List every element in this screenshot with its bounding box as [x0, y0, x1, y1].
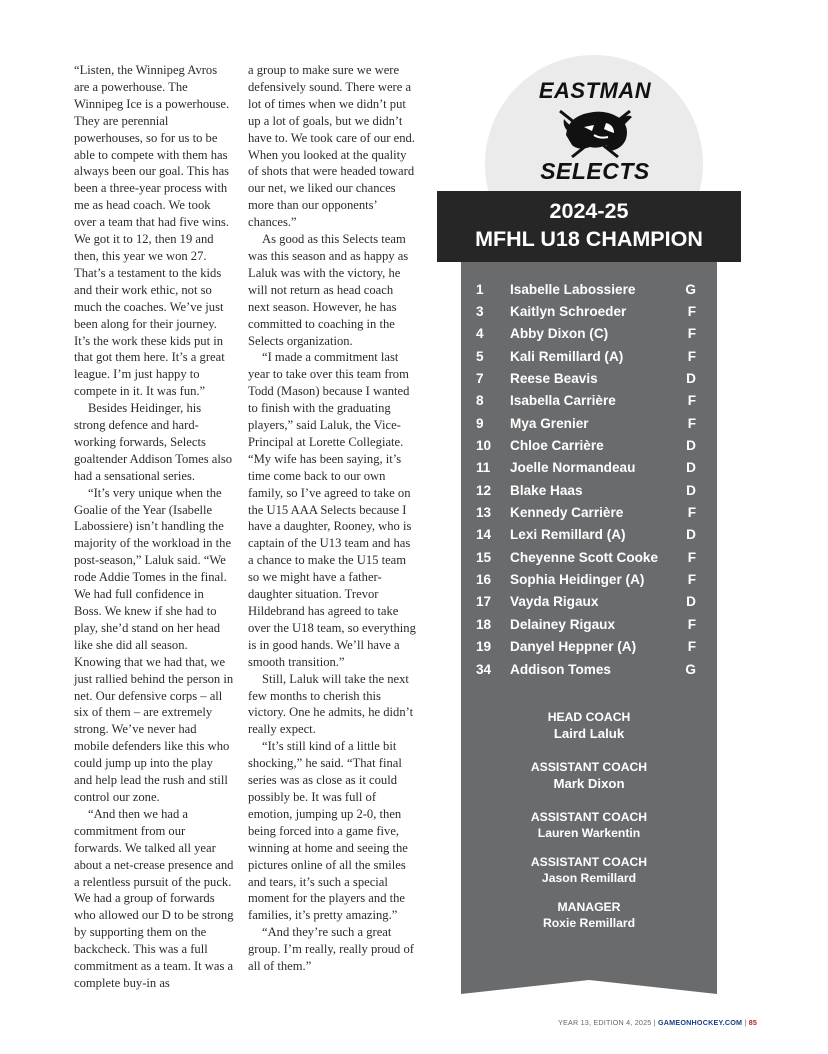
staff-assistant-coach-2: [466, 809, 712, 841]
player-position: F: [687, 505, 696, 521]
player-position: D: [686, 527, 696, 543]
roster-row: [476, 546, 696, 568]
roster-row: [476, 658, 696, 680]
roster-row: [476, 591, 696, 613]
player-number: 13: [476, 505, 492, 521]
player-name: Kali Remillard (A): [510, 348, 624, 364]
player-name: Joelle Normandeau: [510, 460, 636, 476]
player-number: 16: [476, 572, 492, 588]
paragraph: Still, Laluk will take the next few months to cherish this victory. One he admits, he didn’t really expect.: [248, 671, 414, 737]
player-name: Reese Beavis: [510, 371, 598, 387]
player-position: F: [687, 348, 696, 364]
roster-row: [476, 479, 696, 501]
player-position: F: [687, 326, 696, 342]
paragraph: “I made a commitment last year to take over this team from Todd (Mason) because I wanted to finish with the graduating players,” said Laluk, the Vice-Principal at Lorette Collegiate. “My wife has been saying, it’s time come back to our own family, so I’ve agreed to take on the U15 AAA Selects because I have a daughter, Rooney, who is captain of the U13 team and has a chance to make the U15 team so we might have a father-daughter situation. Trevor Hildebrand has agreed to take over the U18 team, so everything is in good hands. We’ll have a smooth transition.”: [248, 350, 416, 669]
paragraph: “And then we had a commitment from our forwards. We talked all year about a net-crease presence and a relentless pursuit of the puck. We had a group of forwards who allowed our D to be strong by supporting them on the backcheck. This was a full commitment as a team. It was a complete buy-in as: [74, 806, 234, 990]
player-name: Blake Haas: [510, 482, 583, 498]
article-column-2: [248, 62, 416, 975]
player-position: F: [687, 616, 696, 632]
player-name: Addison Tomes: [510, 661, 611, 677]
footer-divider: |: [744, 1018, 749, 1027]
roster-list: [476, 278, 696, 680]
paragraph: a group to make sure we were defensively sound. There were a lot of times when we didn’t put up a lot of goals, but we didn’t have to. We took care of our end. When you looked at the quality of shots that were headed toward our net, we liked our chances more than our opponents’ chances.”: [248, 63, 415, 230]
roster-row: [476, 300, 696, 322]
roster-row: [476, 412, 696, 434]
player-number: 7: [476, 371, 484, 387]
player-position: D: [686, 371, 696, 387]
staff-assistant-coach-1: [466, 759, 712, 793]
paragraph: “Listen, the Winnipeg Avros are a powerhouse. The Winnipeg Ice is a powerhouse. They are perennial powerhouses, so for us to be able to compete with them has always been our goal. This has been a three-year process with me as head coach. We took over a team that had five wins. We got it to 12, then 19 and then, this year we won 27. That’s a testament to the kids and their work ethic, not so much the coaches. We’ve just been along for their journey. It’s the work these kids put in that got them here. It’s a great league. I’m just happy to compete in it. It was fun.”: [74, 63, 230, 399]
roster-row: [476, 501, 696, 523]
player-number: 11: [476, 460, 491, 476]
staff-name: Jason Remillard: [541, 871, 637, 885]
roster-row: [476, 345, 696, 367]
paragraph: Besides Heidinger, his strong defence and hard-working forwards, Selects goaltender Addison Tomes also had a sensational series.: [74, 401, 233, 483]
player-name: Isabella Carrière: [510, 393, 616, 409]
player-number: 9: [476, 415, 484, 431]
player-number: 15: [476, 549, 492, 565]
logo-text-bottom: SELECTS: [540, 158, 650, 184]
player-number: 34: [476, 661, 492, 677]
bison-mascot-icon: [548, 105, 642, 159]
edition-label: YEAR 13, EDITION 4, 2025: [558, 1018, 652, 1027]
roster-row: [476, 323, 696, 345]
player-number: 18: [476, 616, 492, 632]
staff-name: Lauren Warkentin: [537, 826, 641, 840]
player-position: F: [687, 393, 696, 409]
roster-row: [476, 636, 696, 658]
staff-manager: [466, 899, 712, 931]
player-name: Delainey Rigaux: [510, 616, 616, 632]
player-position: G: [685, 661, 696, 677]
player-name: Isabelle Labossiere: [510, 281, 636, 297]
player-position: D: [686, 482, 696, 498]
player-name: Danyel Heppner (A): [510, 639, 637, 655]
paragraph: “And they’re such a great group. I’m really, really proud of all of them.”: [248, 925, 414, 974]
player-number: 4: [476, 326, 484, 342]
player-position: D: [686, 438, 696, 454]
page-number: 85: [748, 1018, 758, 1027]
staff-role: ASSISTANT COACH: [530, 855, 648, 869]
staff-role: HEAD COACH: [547, 710, 631, 724]
player-name: Kennedy Carrière: [510, 505, 624, 521]
paragraph: As good as this Selects team was this season and as happy as Laluk was with the victory, he will not return as head coach next season. However, he has committed to coaching in the Selects organization.: [248, 232, 409, 348]
paragraph: “It’s still kind of a little bit shocking,” he said. “That final series was as close as it could possibly be. It was full of emotion, jumping up 2-0, then being forced into a game five, winning at home and seeing the pictures online of all the smiles and tears, it’s such a special moment for the players and the families, it’s pretty amazing.”: [248, 739, 408, 923]
player-position: F: [687, 572, 696, 588]
logo-text-top: EASTMAN: [538, 78, 652, 103]
player-name: Vayda Rigaux: [510, 594, 599, 610]
staff-name: Roxie Remillard: [542, 916, 636, 930]
roster-row: [476, 524, 696, 546]
player-number: 10: [476, 438, 492, 454]
player-number: 19: [476, 639, 492, 655]
team-logo: [500, 76, 690, 186]
staff-head-coach: [466, 709, 712, 743]
page-footer: [558, 1018, 757, 1027]
roster-row: [476, 390, 696, 412]
player-number: 17: [476, 594, 492, 610]
player-name: Cheyenne Scott Cooke: [510, 549, 659, 565]
champion-title: [437, 191, 741, 262]
player-position: F: [687, 304, 696, 320]
player-number: 14: [476, 527, 492, 543]
staff-name: Mark Dixon: [553, 776, 625, 791]
player-name: Chloe Carrière: [510, 438, 604, 454]
player-number: 1: [476, 281, 484, 297]
roster-row: [476, 568, 696, 590]
staff-name: Laird Laluk: [553, 726, 625, 741]
roster-row: [476, 434, 696, 456]
staff-role: ASSISTANT COACH: [530, 810, 648, 824]
roster-row: [476, 278, 696, 300]
player-number: 12: [476, 482, 492, 498]
player-number: 5: [476, 348, 484, 364]
player-name: Sophia Heidinger (A): [510, 572, 645, 588]
player-number: 3: [476, 304, 484, 320]
player-position: F: [687, 549, 696, 565]
footer-divider: |: [653, 1018, 658, 1027]
site-link[interactable]: GAMEONHOCKEY.COM: [657, 1018, 743, 1027]
season-label: 2024-25: [549, 199, 629, 223]
player-name: Mya Grenier: [510, 415, 589, 431]
player-number: 8: [476, 393, 484, 409]
player-position: G: [685, 281, 696, 297]
roster-row: [476, 457, 696, 479]
staff-role: ASSISTANT COACH: [530, 760, 648, 774]
player-name: Abby Dixon (C): [510, 326, 609, 342]
player-name: Lexi Remillard (A): [510, 527, 626, 543]
staff-assistant-coach-3: [466, 854, 712, 886]
roster-row: [476, 367, 696, 389]
player-position: F: [687, 415, 696, 431]
article-column-1: [74, 62, 234, 992]
player-name: Kaitlyn Schroeder: [510, 304, 627, 320]
player-position: D: [686, 594, 696, 610]
staff-role: MANAGER: [557, 900, 621, 914]
player-position: D: [686, 460, 696, 476]
paragraph: “It’s very unique when the Goalie of the Year (Isabelle Labossiere) isn’t handling the majority of the workload in the post-season,” Laluk said. “We rode Addie Tomes in the final. We had full confidence in Boss. We knew if she had to play, she’d stand on her head like she did all season. Knowing that we had that, we just rallied behind the person in net. Our defensive corps – all six of them – are extremely strong. We’ve never had mobile defenders like this who could jump up into the play and help lead the rush and still control our zone.: [74, 485, 234, 804]
roster-row: [476, 613, 696, 635]
championship-label: MFHL U18 CHAMPION: [475, 227, 703, 251]
player-position: F: [687, 639, 696, 655]
